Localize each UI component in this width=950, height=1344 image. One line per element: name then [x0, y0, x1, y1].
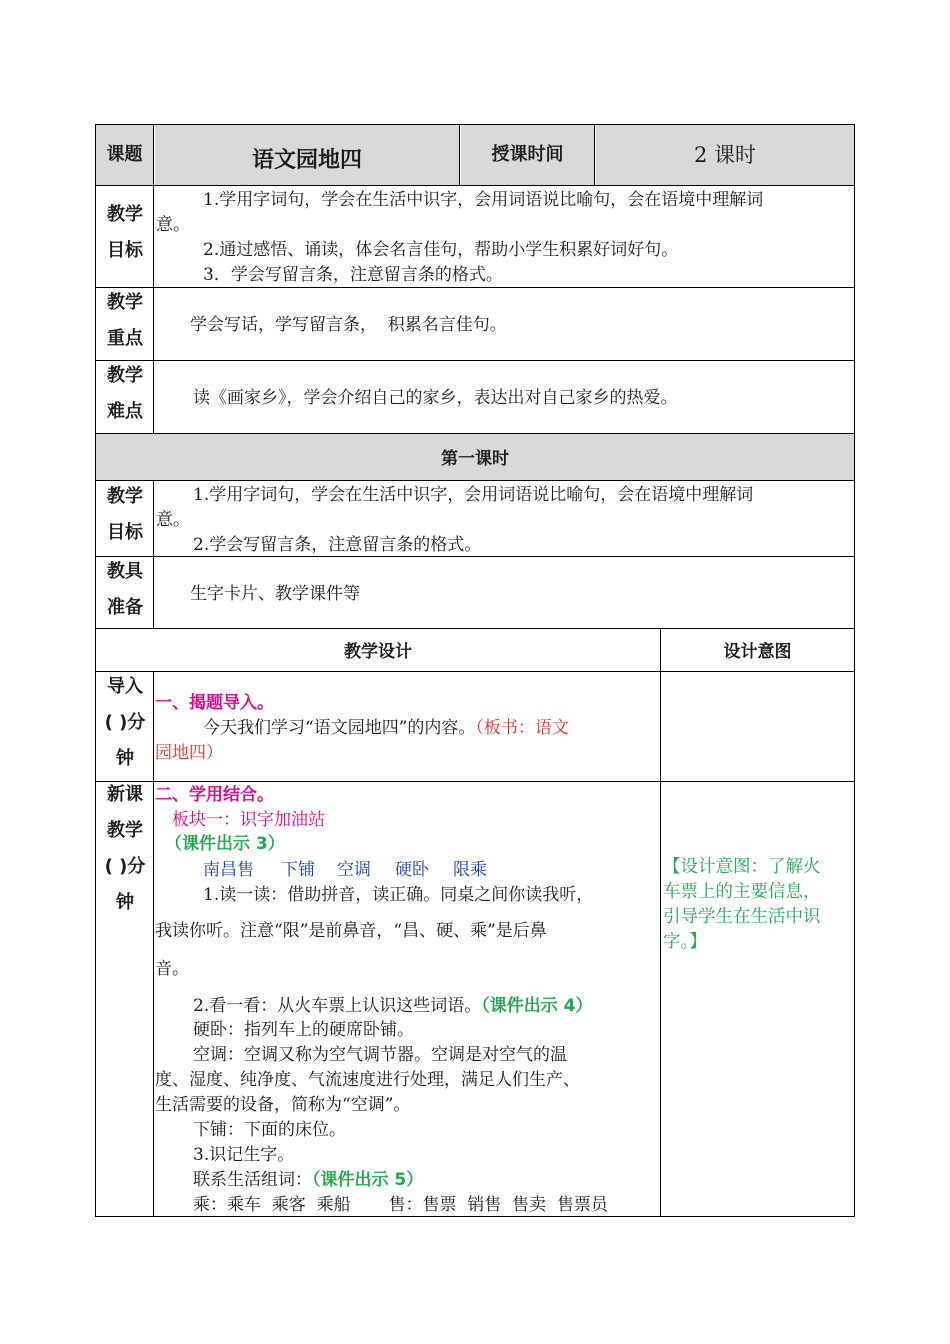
time-value: 2 课时: [693, 143, 757, 167]
def-yingwo: 硬卧：指列车上的硬席卧铺。: [193, 1020, 414, 1040]
lesson1-goals-label-1: 教学: [107, 486, 143, 507]
def-kongtiao-1: 空调：空调又称为空气调节器。空调是对空气的温: [193, 1045, 567, 1065]
look-line: [193, 994, 592, 1019]
newlesson-label-2: 教学: [107, 820, 143, 841]
def-kongtiao-2: 度、湿度、纯净度、气流速度进行处理，满足人们生产、: [155, 1070, 580, 1090]
tools-text: 生字卡片、教学课件等: [190, 584, 360, 604]
intent-line-3: 引导学生在生活中识: [663, 907, 821, 927]
intro-label-2: ( )分: [104, 712, 146, 733]
goals-label-1: 教学: [107, 204, 143, 225]
courseware-3: （课件出示 3）: [165, 834, 285, 854]
lesson1-title: 第一课时: [441, 449, 509, 469]
intent-line-1: 【设计意图：了解火: [663, 857, 821, 877]
memo-line: 3.识记生字。: [193, 1145, 295, 1165]
design-col-heading: 教学设计: [344, 642, 412, 662]
intro-label-1: 导入: [107, 676, 143, 697]
lesson1-goal-2: 2.学会写留言条，注意留言条的格式。: [193, 535, 482, 555]
word-5: 限乘: [453, 860, 487, 880]
goals-line-1b: 意。: [156, 215, 190, 235]
goals-line-3: 3．学会写留言条，注意留言条的格式。: [203, 265, 503, 285]
lesson1-goal-1: 1.学用字词句，学会在生活中识字，会用词语说比喻句，会在语境中理解词: [193, 485, 754, 505]
intro-board-a: （板书：语文: [475, 718, 569, 738]
difficulty-label-1: 教学: [107, 365, 143, 386]
topic-label: 课题: [106, 144, 143, 165]
combine-line: [193, 1168, 423, 1193]
newlesson-label-1: 新课: [107, 784, 143, 805]
time-label: 授课时间: [491, 144, 564, 165]
lesson1-goals-label-2: 目标: [107, 522, 143, 543]
read-line-3: 音。: [155, 959, 189, 979]
intro-text-line: [203, 716, 569, 741]
goals-line-2: 2.通过感悟、诵读，体会名言佳句，帮助小学生积累好词好句。: [203, 240, 679, 260]
lesson1-goal-1b: 意。: [156, 510, 190, 530]
newlesson-label-4: 钟: [116, 892, 134, 913]
word-2: 下铺: [281, 860, 315, 880]
intro-board-b: 园地四）: [155, 743, 223, 763]
goals-label-2: 目标: [107, 240, 143, 261]
tools-label-1: 教具: [107, 561, 143, 582]
look-text: 2.看一看：从火车票上认识这些词语。: [193, 996, 482, 1016]
def-xiapu: 下铺：下面的床位。: [193, 1120, 346, 1140]
intent-line-2: 车票上的主要信息，: [663, 882, 821, 902]
intro-text: 今天我们学习“语文园地四”的内容。: [203, 718, 476, 738]
newlesson-label-3: ( )分: [104, 856, 146, 877]
word-4: 硬卧: [395, 860, 429, 880]
intro-heading: 一、揭题导入。: [155, 693, 274, 713]
goals-line-1: 1.学用字词句，学会在生活中识字，会用词语说比喻句，会在语境中理解词: [203, 190, 764, 210]
intent-col-heading: 设计意图: [723, 642, 792, 662]
difficulty-text: 读《画家乡》，学会介绍自己的家乡，表达出对自己家乡的热爱。: [193, 388, 678, 408]
intent-line-4: 字。】: [663, 932, 707, 952]
block1-title: 板块一：识字加油站: [172, 810, 325, 830]
focus-label-1: 教学: [107, 292, 143, 313]
focus-label-2: 重点: [107, 328, 143, 349]
read-line-2: 我读你听。注意“限”是前鼻音，“昌、硬、乘”是后鼻: [155, 921, 547, 941]
word-groups-line: 乘：乘车 乘客 乘船 售：售票 销售 售卖 售票员: [193, 1195, 608, 1215]
newlesson-heading: 二、学用结合。: [155, 785, 274, 805]
read-line-1: 1.读一读：借助拼音，读正确。同桌之间你读我听，: [203, 885, 594, 905]
tools-label-2: 准备: [107, 597, 143, 618]
word-3: 空调: [337, 860, 371, 880]
intro-label-3: 钟: [116, 748, 134, 769]
topic-value: 语文园地四: [251, 148, 362, 173]
word-1: 南昌售: [203, 860, 254, 880]
def-kongtiao-3: 生活需要的设备，简称为“空调”。: [155, 1095, 411, 1115]
focus-text: 学会写话，学写留言条， 积累名言佳句。: [190, 315, 507, 335]
courseware-4: （课件出示 4）: [481, 996, 593, 1016]
difficulty-label-2: 难点: [107, 401, 143, 422]
combine-text: 联系生活组词：: [193, 1170, 312, 1190]
courseware-5: （课件出示 5）: [312, 1170, 424, 1190]
